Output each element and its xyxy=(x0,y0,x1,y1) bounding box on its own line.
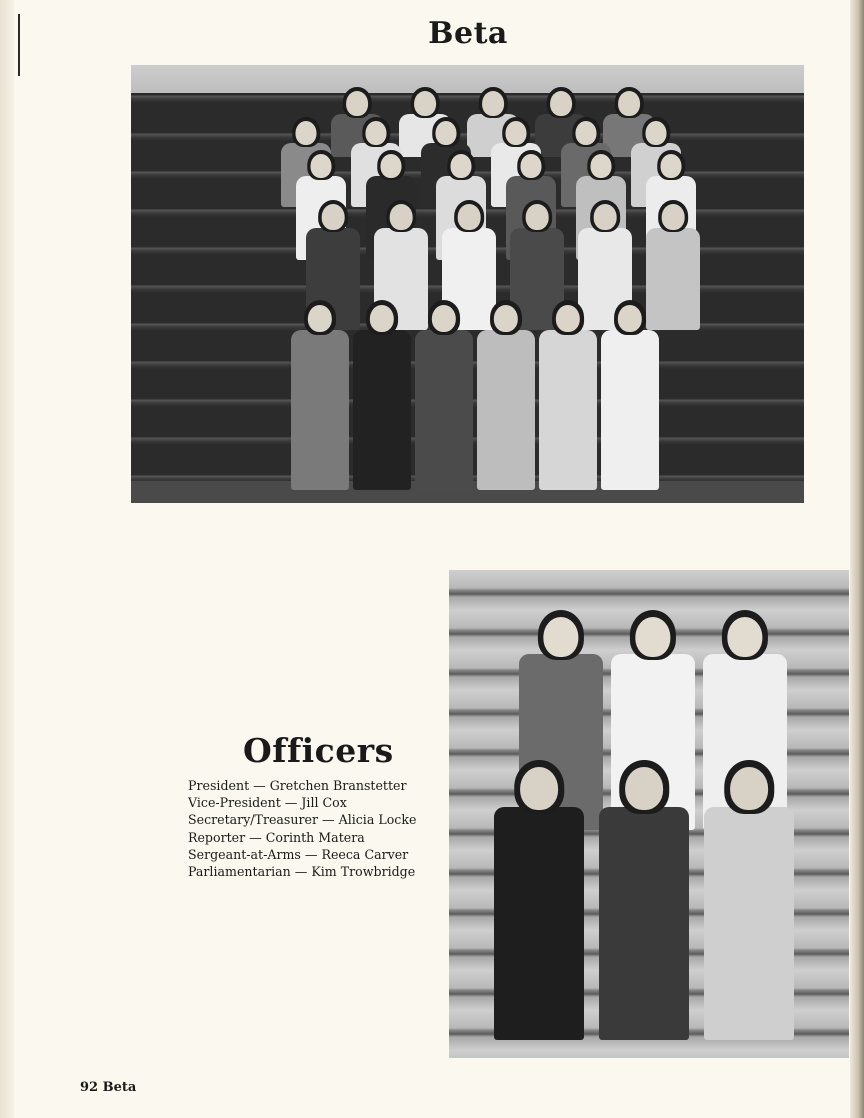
page-edge-shadow xyxy=(850,0,864,1118)
person-figure xyxy=(291,300,349,490)
person-figure xyxy=(539,300,597,490)
officer-president: President — Gretchen Branstetter xyxy=(188,778,407,793)
officers-heading: Officers xyxy=(243,731,394,770)
officers-photo xyxy=(449,570,849,1058)
officer-parliamentarian: Parliamentarian — Kim Trowbridge xyxy=(188,864,416,880)
person-figure xyxy=(599,760,689,1040)
person-figure xyxy=(601,300,659,490)
person-figure xyxy=(704,760,794,1040)
page-title: Beta xyxy=(428,16,508,51)
officers-list xyxy=(188,777,416,880)
officer-vice-president: Vice-President — Jill Cox xyxy=(188,795,347,811)
group-photo xyxy=(131,65,804,503)
person-figure xyxy=(415,300,473,490)
person-figure xyxy=(477,300,535,490)
person-figure xyxy=(353,300,411,490)
person-figure xyxy=(494,760,584,1040)
officer-reporter: Reporter — Corinth Matera xyxy=(188,829,365,845)
book-spine-shadow xyxy=(0,0,14,1118)
page-footer: 92 Beta xyxy=(80,1080,137,1095)
officer-sergeant-at-arms: Sergeant-at-Arms — Reeca Carver xyxy=(188,846,409,862)
officer-secretary-treasurer: Secretary/Treasurer — Alicia Locke xyxy=(188,812,417,828)
